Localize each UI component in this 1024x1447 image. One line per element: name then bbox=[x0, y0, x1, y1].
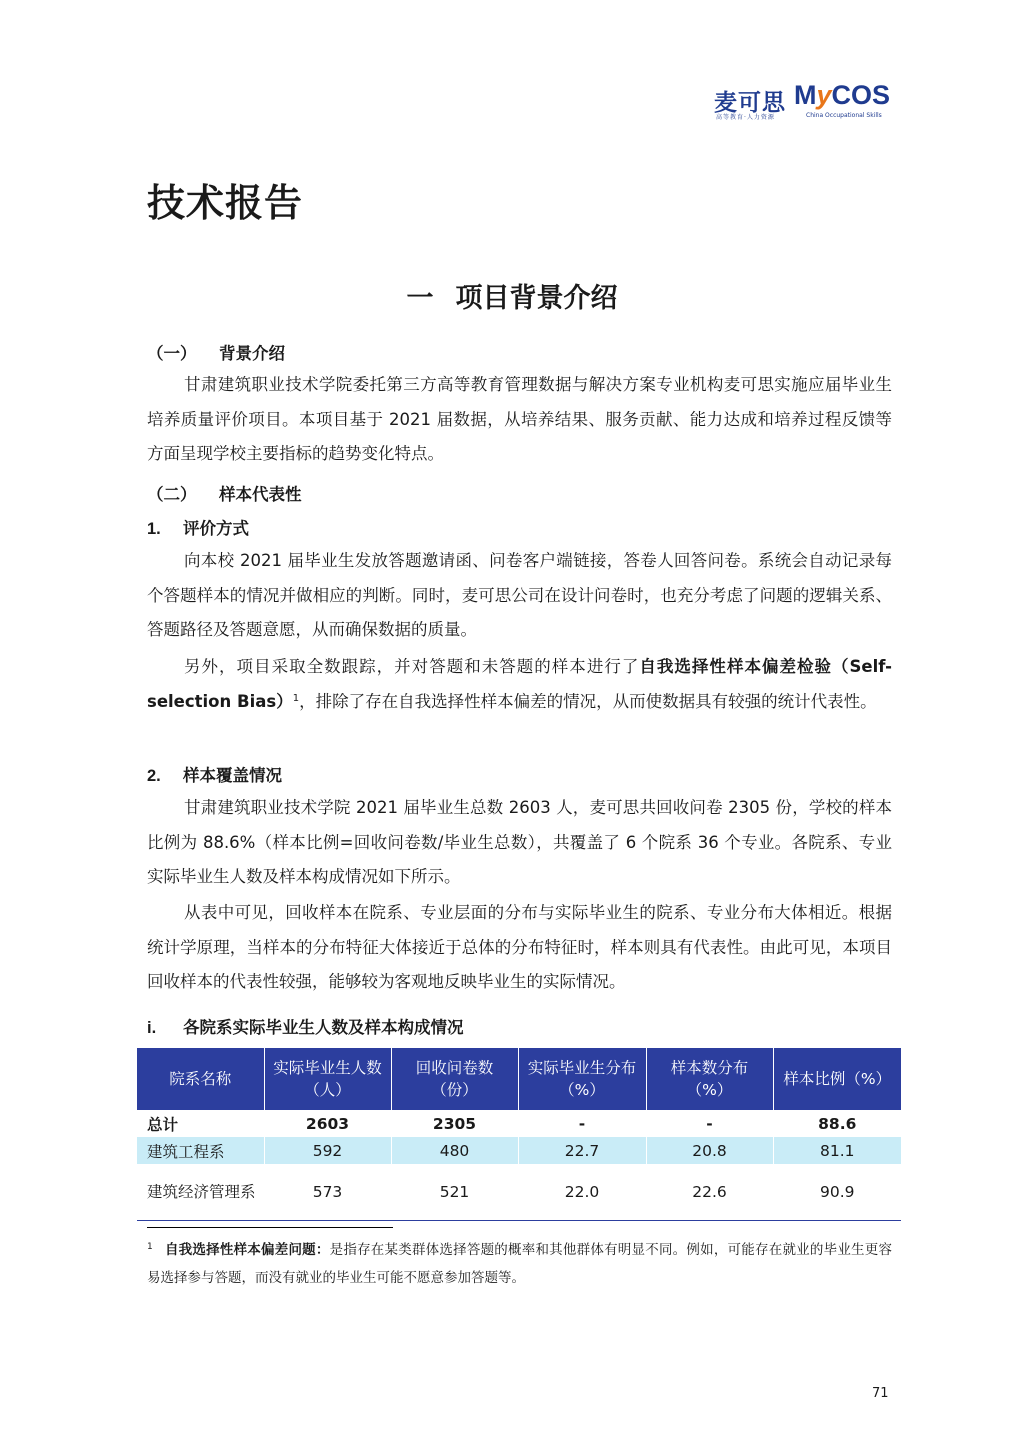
table-cell: - bbox=[646, 1110, 773, 1137]
table-cell: 总计 bbox=[147, 1115, 179, 1134]
table-cell: 90.9 bbox=[773, 1164, 901, 1221]
header-sample-distribution: 样本数分布（%） bbox=[646, 1048, 773, 1110]
document-title: 技术报告 bbox=[147, 181, 304, 225]
section-heading-sample: （二） 样本代表性 bbox=[147, 485, 302, 504]
table-cell: 22.7 bbox=[518, 1137, 646, 1164]
table-cell: - bbox=[518, 1110, 646, 1137]
header-department: 院系名称 bbox=[137, 1048, 264, 1110]
header-graduate-distribution: 实际毕业生分布（%） bbox=[518, 1048, 646, 1110]
table-cell: 20.8 bbox=[646, 1137, 773, 1164]
logo-tagline-en: China Occupational Skills bbox=[806, 112, 882, 119]
footnote-ref: 1 bbox=[292, 692, 300, 704]
header-graduates: 实际毕业生人数（人） bbox=[264, 1048, 391, 1110]
table-cell: 建筑经济管理系 bbox=[137, 1164, 264, 1221]
paragraph-coverage: 甘肃建筑职业技术学院 2021 届毕业生总数 2603 人，麦可思共回收问卷 2305 份，学校的样本比例为 88.6%（样本比例=回收问卷数/毕业生总数），共覆盖了 6 个院系 36 个专业。各院系、专业实际毕业生人数及样本构成情况如下所示。 bbox=[147, 798, 892, 886]
paragraph-bias: 另外，项目采取全数跟踪，并对答题和未答题的样本进行了自我选择性样本偏差检验（Self-selection Bias）$^1$，排除了存在自我选择性样本偏差的情况，从而使数据具有较强的统计代表性。 bbox=[147, 657, 893, 711]
table-cell: 22.6 bbox=[646, 1164, 773, 1221]
table-cell: 573 bbox=[264, 1164, 391, 1221]
table-cell: 521 bbox=[391, 1164, 518, 1221]
table-cell: 81.1 bbox=[773, 1137, 901, 1164]
footnote-number: 1 bbox=[147, 1242, 153, 1252]
chapter-title: 项目背景介绍 bbox=[455, 283, 618, 314]
paragraph-background: 甘肃建筑职业技术学院委托第三方高等教育管理数据与解决方案专业机构麦可思实施应届毕业生培养质量评价项目。本项目基于 2021 届数据，从培养结果、服务贡献、能力达成和培养过程反馈等方面呈现学校主要指标的趋势变化特点。 bbox=[147, 375, 892, 463]
table-cell: 480 bbox=[391, 1137, 518, 1164]
table-row bbox=[137, 1164, 901, 1221]
page-number: 71 bbox=[872, 1386, 889, 1401]
header-sample-ratio: 样本比例（%） bbox=[773, 1048, 901, 1110]
department-sample-table bbox=[137, 1048, 901, 1221]
footnote-text: 是指存在某类群体选择答题的概率和其他群体有明显不同。例如，可能存在就业的毕业生更容易选择参与答题，而没有就业的毕业生可能不愿意参加答题等。 bbox=[147, 1242, 893, 1286]
subsection-heading-coverage: 2. 样本覆盖情况 bbox=[147, 766, 282, 785]
table-cell: 88.6 bbox=[773, 1110, 901, 1137]
section-heading-background: （一） 背景介绍 bbox=[147, 344, 285, 363]
bias-term: 自我选择性样本偏差检验（Self-selection Bias） bbox=[147, 657, 893, 711]
footnote-term: 自我选择性样本偏差问题： bbox=[164, 1242, 330, 1258]
header-responses: 回收问卷数（份） bbox=[391, 1048, 518, 1110]
paragraph-method: 向本校 2021 届毕业生发放答题邀请函、问卷客户端链接，答卷人回答问卷。系统会自动记录每个答题样本的情况并做相应的判断。同时，麦可思公司在设计问卷时，也充分考虑了问题的逻辑关系、答题路径及答题意愿，从而确保数据的质量。 bbox=[147, 551, 892, 639]
footnote-divider bbox=[147, 1227, 393, 1228]
paragraph-representativeness: 从表中可见，回收样本在院系、专业层面的分布与实际毕业生的院系、专业分布大体相近。根据统计学原理，当样本的分布特征大体接近于总体的分布特征时，样本则具有代表性。由此可见，本项目回收样本的代表性较强，能够较为客观地反映毕业生的实际情况。 bbox=[147, 903, 892, 991]
table-cell: 2603 bbox=[264, 1110, 391, 1137]
mycos-logo bbox=[714, 80, 894, 124]
table-cell: 592 bbox=[264, 1137, 391, 1164]
table-row bbox=[137, 1137, 901, 1164]
table-caption: i. 各院系实际毕业生人数及样本构成情况 bbox=[147, 1018, 464, 1037]
logo-chinese-text: 麦可思 bbox=[714, 90, 786, 116]
table-cell: 2305 bbox=[391, 1110, 518, 1137]
table-row-total bbox=[137, 1110, 901, 1137]
subsection-heading-method: 1. 评价方式 bbox=[147, 519, 249, 538]
chapter-heading bbox=[0, 276, 1024, 315]
table-header-row bbox=[137, 1048, 901, 1110]
chapter-number: 一 bbox=[406, 283, 434, 314]
table-cell: 建筑工程系 bbox=[137, 1137, 264, 1164]
logo-tagline-cn: 高等教育·人力资源 bbox=[716, 114, 775, 121]
footnote bbox=[147, 1236, 892, 1292]
table-cell: 22.0 bbox=[518, 1164, 646, 1221]
logo-english-text: MyCOS bbox=[794, 80, 891, 110]
